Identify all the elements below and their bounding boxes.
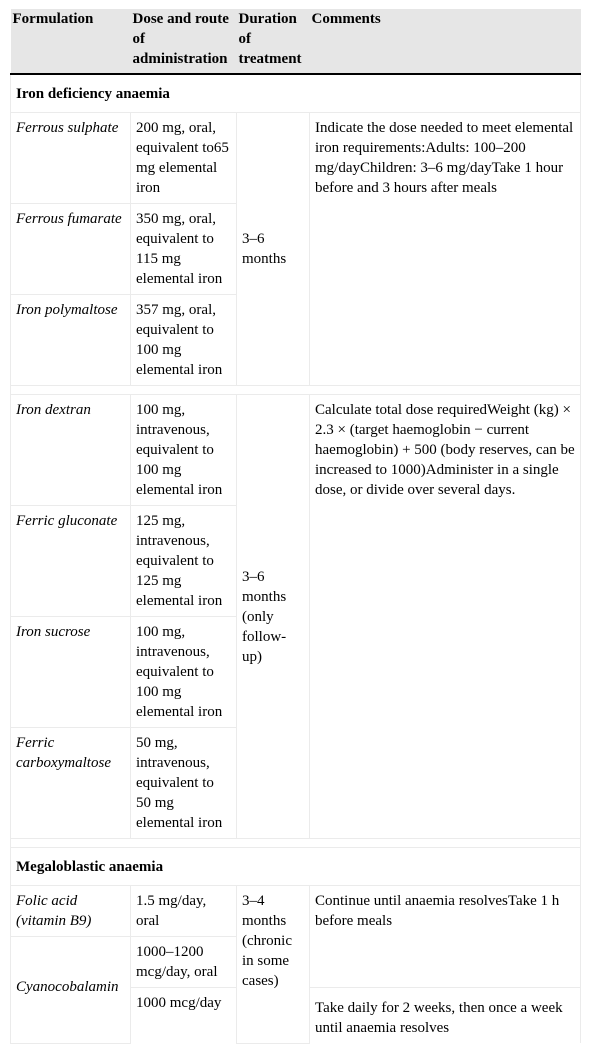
dose-cell: 350 mg, oral, equivalent to 115 mg elemental iron: [131, 204, 237, 295]
duration-cell: 3–4 months (chronic in some cases): [237, 886, 310, 1044]
formulation-cell: Ferric gluconate: [11, 506, 131, 617]
table-row: [11, 886, 581, 937]
spacer-row: [11, 386, 581, 395]
dose-cell: 100 mg, intravenous, equivalent to 100 mg elemental iron: [131, 395, 237, 506]
table-row: [11, 113, 581, 204]
section-title-iron: Iron deficiency anaemia: [11, 74, 581, 113]
dose-cell: 200 mg, oral, equivalent to65 mg elemental iron: [131, 113, 237, 204]
formulation-cell: Iron dextran: [11, 395, 131, 506]
table-row: [11, 395, 581, 506]
comment-cell: Take daily for 2 weeks, then once a week until anaemia resolves: [310, 988, 581, 1044]
formulation-cell: Folic acid (vitamin B9): [11, 886, 131, 937]
formulation-cell: Iron polymaltose: [11, 295, 131, 386]
formulation-cell: Iron sucrose: [11, 617, 131, 728]
comment-cell: Indicate the dose needed to meet elemental iron requirements:Adults: 100–200 mg/dayChildren: 3–6 mg/dayTake 1 hour before and 3 hours after meals: [310, 113, 581, 386]
comment-cell: Calculate total dose requiredWeight (kg) × 2.3 × (target haemoglobin − current haemoglobin) + 500 (body reserves, can be increased to 1000)Administer in a single dose, or divide over several days.: [310, 395, 581, 839]
dose-cell: 1.5 mg/day, oral: [131, 886, 237, 937]
header-dose: Dose and route of administration: [131, 9, 237, 74]
header-comments: Comments: [310, 9, 581, 74]
dose-cell: 1000–1200 mcg/day, oral: [131, 937, 237, 988]
dose-cell: 50 mg, intravenous, equivalent to 50 mg elemental iron: [131, 728, 237, 839]
header-row: [11, 9, 581, 74]
section-title-megaloblastic: Megaloblastic anaemia: [11, 848, 581, 886]
dose-cell: 357 mg, oral, equivalent to 100 mg elemental iron: [131, 295, 237, 386]
dose-cell: 125 mg, intravenous, equivalent to 125 mg elemental iron: [131, 506, 237, 617]
treatment-table: [10, 9, 581, 1044]
section-row: [11, 74, 581, 113]
section-row: [11, 848, 581, 886]
formulation-cell: Ferric carboxymaltose: [11, 728, 131, 839]
duration-cell: 3–6 months (only follow-up): [237, 395, 310, 839]
dose-cell: 100 mg, intravenous, equivalent to 100 mg elemental iron: [131, 617, 237, 728]
formulation-cell: Ferrous sulphate: [11, 113, 131, 204]
header-formulation: Formulation: [11, 9, 131, 74]
duration-cell: 3–6 months: [237, 113, 310, 386]
header-duration: Duration of treatment: [237, 9, 310, 74]
formulation-cell: Ferrous fumarate: [11, 204, 131, 295]
comment-cell: Continue until anaemia resolvesTake 1 h before meals: [310, 886, 581, 988]
spacer-row: [11, 839, 581, 848]
dose-cell: 1000 mcg/day: [131, 988, 237, 1044]
formulation-cell: Cyanocobalamin: [11, 937, 131, 1044]
